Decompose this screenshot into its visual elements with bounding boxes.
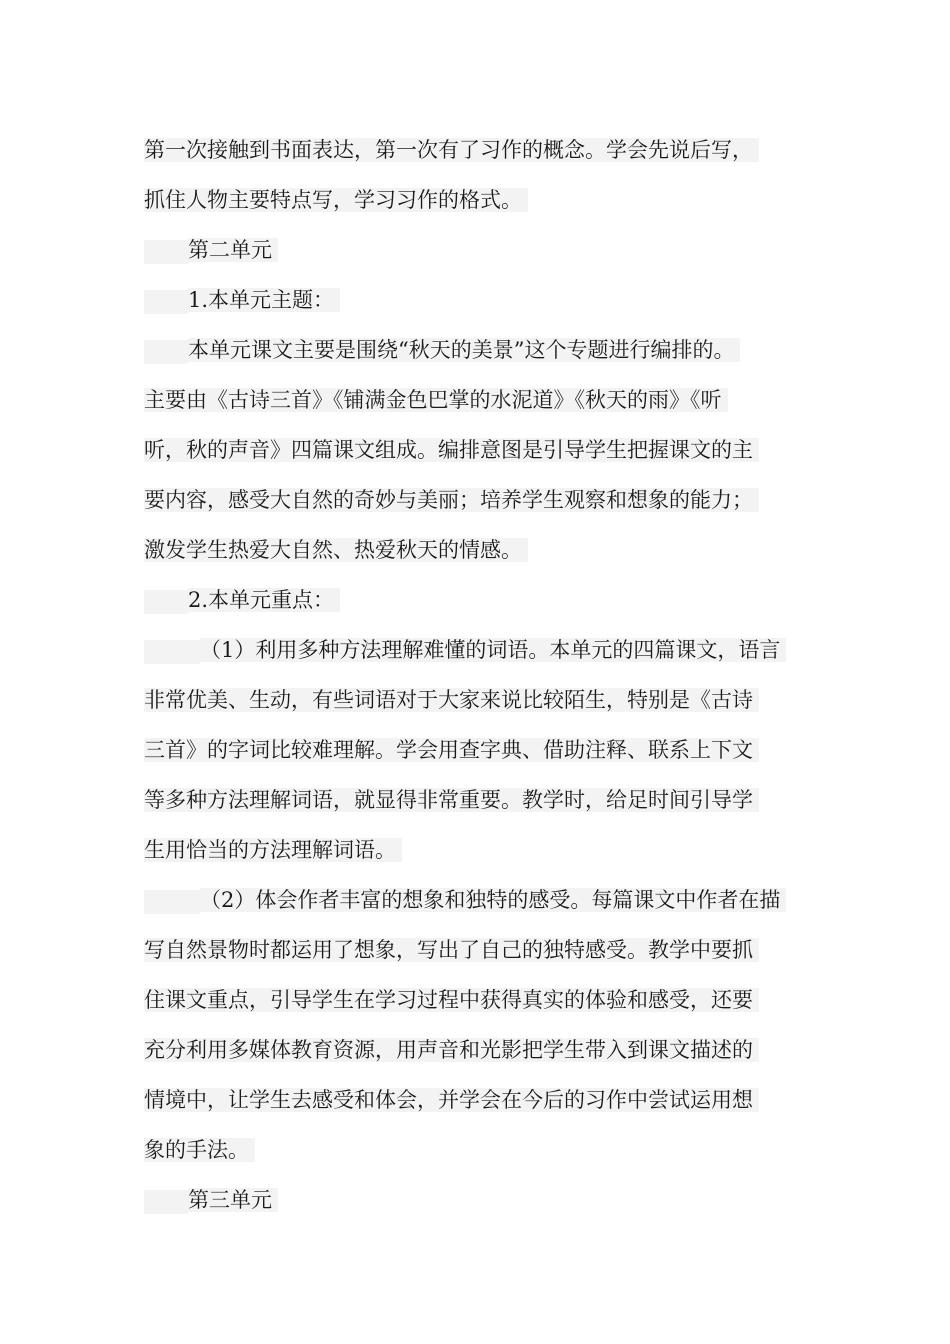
text-line: [144, 375, 806, 425]
text-line: [144, 725, 806, 775]
paragraph-intro-continuation: [144, 125, 806, 225]
indent-space: [144, 290, 188, 314]
line-text: 情境中，让学生去感受和体会，并学会在今后的习作中尝试运用想: [144, 1088, 759, 1112]
paragraph-unit-theme: [144, 325, 806, 575]
line-text: 听，秋的声音》四篇课文组成。编排意图是引导学生把握课文的主: [144, 438, 759, 462]
line-text: 第二单元: [188, 238, 278, 262]
heading-unit-3: [144, 1175, 806, 1225]
line-text: 生用恰当的方法理解词语。: [144, 838, 402, 862]
line-text: 充分利用多媒体教育资源，用声音和光影把学生带入到课文描述的: [144, 1038, 759, 1062]
line-text: （2）体会作者丰富的想象和独特的感受。每篇课文中作者在描: [200, 888, 786, 912]
line-text: 2.本单元重点：: [188, 588, 340, 612]
document-page: [144, 125, 806, 1225]
indent-space: [144, 1190, 188, 1214]
text-line: [144, 675, 806, 725]
line-text: 写自然景物时都运用了想象，写出了自己的独特感受。教学中要抓: [144, 938, 759, 962]
text-line: [144, 275, 806, 325]
indent-space: [144, 340, 188, 364]
text-line: [144, 925, 806, 975]
indent-space: [144, 890, 200, 914]
text-line: [144, 125, 806, 175]
line-text: 三首》的字词比较难理解。学会用查字典、借助注释、联系上下文: [144, 738, 759, 762]
text-line: [144, 225, 806, 275]
indent-space: [144, 640, 200, 664]
line-text: 1.本单元主题：: [188, 288, 340, 312]
text-line: [144, 1125, 806, 1175]
text-line: [144, 975, 806, 1025]
text-line: [144, 575, 806, 625]
line-text: 住课文重点，引导学生在学习过程中获得真实的体验和感受，还要: [144, 988, 759, 1012]
line-text: 主要由《古诗三首》《铺满金色巴掌的水泥道》《秋天的雨》《听: [144, 388, 728, 412]
line-text: 非常优美、生动，有些词语对于大家来说比较陌生，特别是《古诗: [144, 688, 759, 712]
text-line: [144, 1075, 806, 1125]
text-line: [144, 425, 806, 475]
line-text: 等多种方法理解词语，就显得非常重要。教学时，给足时间引导学: [144, 788, 759, 812]
text-line: [144, 775, 806, 825]
line-text: 抓住人物主要特点写，学习习作的格式。: [144, 188, 528, 212]
paragraph-focus-2: [144, 875, 806, 1175]
text-line: [144, 525, 806, 575]
text-line: [144, 875, 806, 925]
line-text: 要内容，感受大自然的奇妙与美丽；培养学生观察和想象的能力；: [144, 488, 759, 512]
text-line: [144, 1175, 806, 1225]
line-text: 本单元课文主要是围绕“秋天的美景”这个专题进行编排的。: [188, 338, 740, 362]
heading-unit-2: [144, 225, 806, 275]
text-line: [144, 1025, 806, 1075]
heading-unit-theme: [144, 275, 806, 325]
line-text: 象的手法。: [144, 1138, 255, 1162]
line-text: 第三单元: [188, 1188, 278, 1212]
text-line: [144, 175, 806, 225]
text-line: [144, 325, 806, 375]
indent-space: [144, 590, 188, 614]
heading-unit-focus: [144, 575, 806, 625]
paragraph-focus-1: [144, 625, 806, 875]
line-text: （1）利用多种方法理解难懂的词语。本单元的四篇课文，语言: [200, 638, 786, 662]
text-line: [144, 475, 806, 525]
text-line: [144, 625, 806, 675]
text-line: [144, 825, 806, 875]
line-text: 第一次接触到书面表达，第一次有了习作的概念。学会先说后写，: [144, 138, 759, 162]
indent-space: [144, 240, 188, 264]
line-text: 激发学生热爱大自然、热爱秋天的情感。: [144, 538, 528, 562]
